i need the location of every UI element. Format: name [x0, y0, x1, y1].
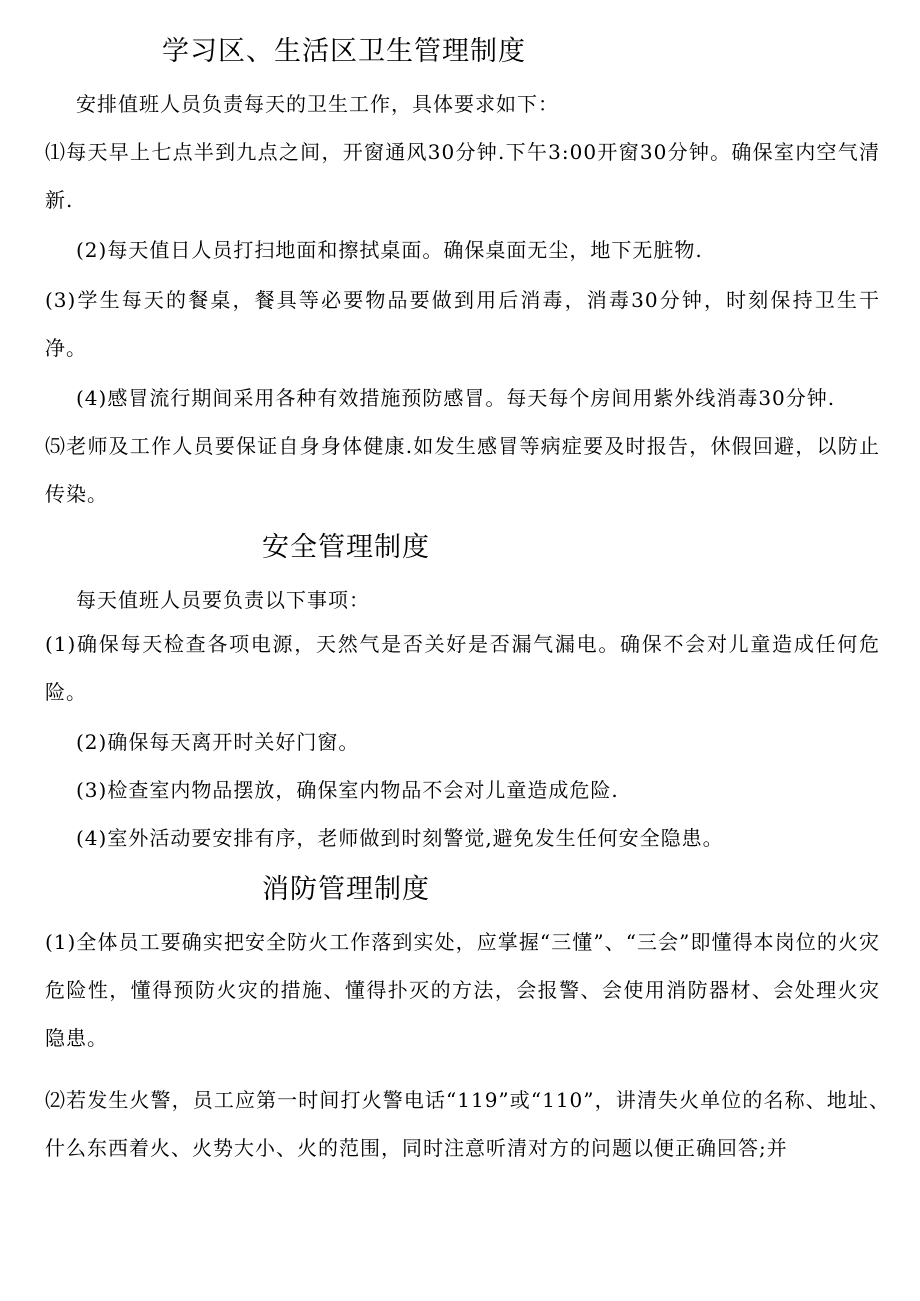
section-title-hygiene: 学习区、生活区卫生管理制度 — [162, 36, 526, 67]
safety-item-3: (3)检查室内物品摆放，确保室内物品不会对儿童造成危险. — [76, 778, 619, 802]
fire-item-2: ⑵若发生火警，员工应第一时间打火警电话“119”或“110”，讲清失火单位的名称、地址、什么东西着火、火势大小、火的范围，同时注意听清对方的问题以便正确回答;并 — [45, 1088, 890, 1160]
safety-item-4: (4)室外活动要安排有序，老师做到时刻警觉,避免发生任何安全隐患。 — [76, 826, 724, 850]
safety-item-1: (1)确保每天检查各项电源，天然气是否关好是否漏气漏电。确保不会对儿童造成任何危险。 — [45, 632, 880, 704]
section-title-safety: 安全管理制度 — [262, 532, 430, 563]
hygiene-item-3: (3)学生每天的餐桌，餐具等必要物品要做到用后消毒，消毒30分钟，时刻保持卫生干净。 — [45, 288, 880, 360]
section-intro-hygiene: 安排值班人员负责每天的卫生工作，具体要求如下： — [76, 92, 559, 116]
section-title-fire: 消防管理制度 — [262, 874, 430, 905]
hygiene-item-4: (4)感冒流行期间采用各种有效措施预防感冒。每天每个房间用紫外线消毒30分钟. — [76, 386, 836, 410]
fire-item-1: (1)全体员工要确实把安全防火工作落到实处，应掌握“三懂”、“三会”即懂得本岗位的火灾危险性，懂得预防火灾的措施、懂得扑灭的方法，会报警、会使用消防器材、会处理火灾隐患。 — [45, 930, 880, 1050]
hygiene-item-2: (2)每天值日人员打扫地面和擦拭桌面。确保桌面无尘，地下无脏物. — [76, 238, 703, 262]
section-intro-safety: 每天值班人员要负责以下事项： — [76, 588, 370, 612]
safety-item-2: (2)确保每天离开时关好门窗。 — [76, 730, 360, 754]
hygiene-item-1: ⑴每天早上七点半到九点之间，开窗通风30分钟.下午3:00开窗30分钟。确保室内空气清新. — [45, 140, 880, 212]
hygiene-item-5: ⑸老师及工作人员要保证自身身体健康.如发生感冒等病症要及时报告，休假回避，以防止传染。 — [45, 434, 880, 506]
